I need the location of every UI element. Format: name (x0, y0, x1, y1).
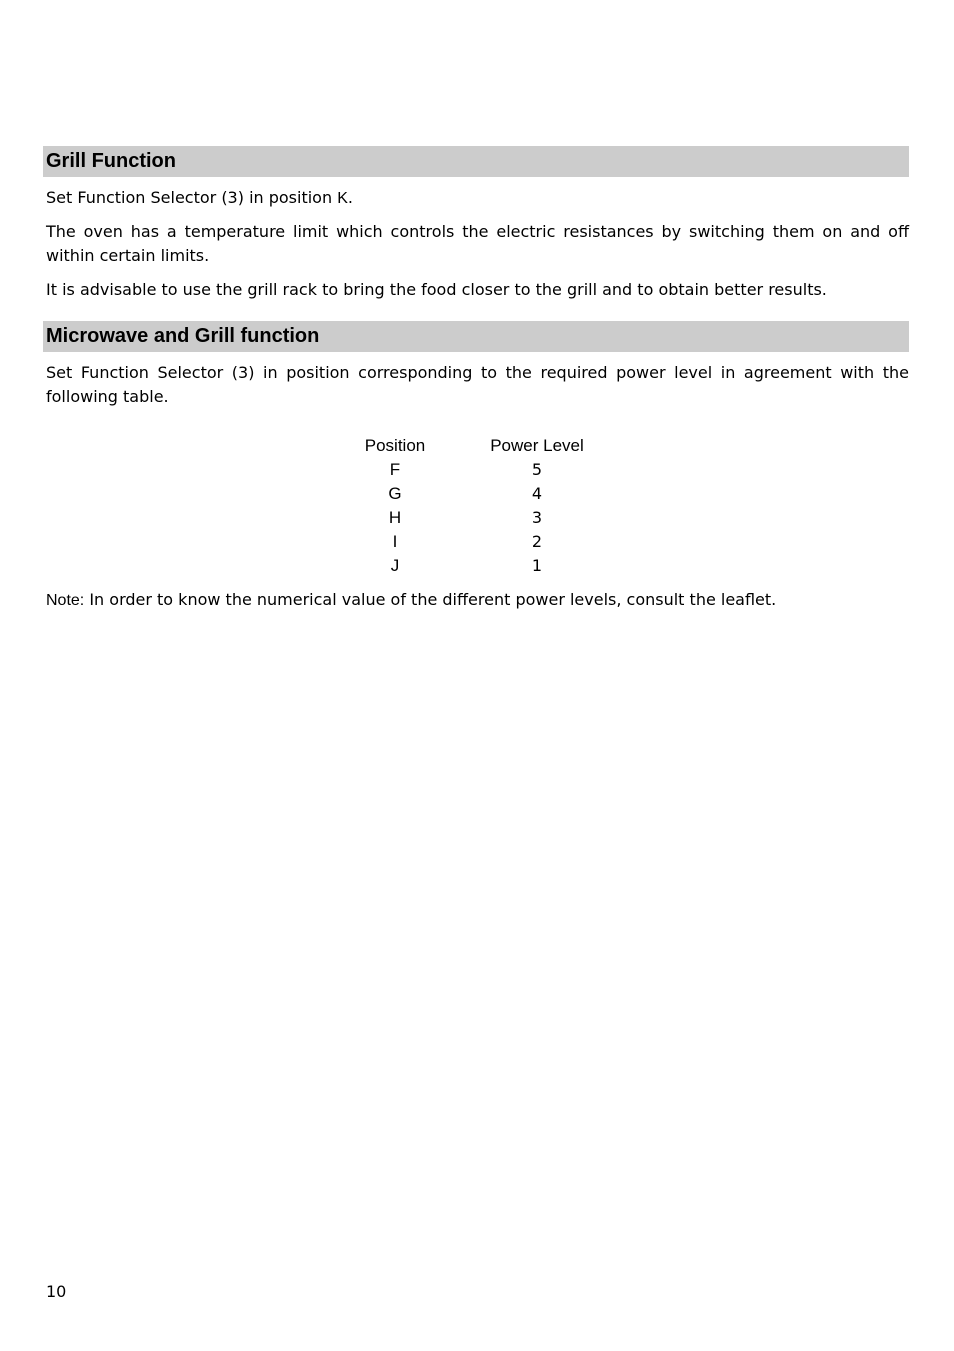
position-cell: G (388, 484, 402, 503)
power-level-table (355, 434, 597, 578)
column-spacer (435, 554, 477, 578)
grill-selector-instruction (46, 186, 909, 211)
position-column-header: Position (364, 436, 426, 455)
column-spacer (435, 482, 477, 506)
power-level-cell: 3 (531, 508, 543, 527)
power-level-cell: 4 (531, 484, 543, 503)
column-spacer (435, 434, 477, 458)
power-level-cell: 5 (531, 460, 543, 479)
table-row (355, 482, 597, 506)
grill-position-letter: K (337, 190, 348, 207)
grill-selector-text: Set Function Selector (3) in position (46, 188, 338, 207)
position-cell: I (392, 532, 398, 551)
column-spacer (435, 458, 477, 482)
grill-function-heading: Grill Function (43, 146, 909, 177)
position-cell: F (389, 460, 401, 479)
microwave-grill-instruction: Set Function Selector (3) in position corresponding to the required power level in agreement with the following table. (46, 363, 909, 406)
microwave-grill-heading: Microwave and Grill function (43, 321, 909, 352)
column-spacer (435, 506, 477, 530)
note-text: In order to know the numerical value of the different power levels, consult the leaflet. (84, 590, 777, 609)
position-cell: H (388, 508, 402, 527)
table-row (355, 506, 597, 530)
grill-selector-end: . (347, 188, 353, 207)
column-spacer (435, 530, 477, 554)
position-cell: J (390, 556, 400, 575)
temperature-limit-paragraph: The oven has a temperature limit which controls the electric resistances by switching them on and off within certain limits. (46, 222, 909, 265)
note-label: Note: (46, 592, 85, 609)
power-level-cell: 1 (531, 556, 543, 575)
grill-rack-advice: It is advisable to use the grill rack to bring the food closer to the grill and to obtain better results. (46, 280, 827, 299)
note-paragraph (46, 588, 909, 613)
page-number: 10 (46, 1282, 67, 1301)
table-row (355, 530, 597, 554)
table-row (355, 458, 597, 482)
power-level-cell: 2 (531, 532, 543, 551)
power-level-column-header: Power Level (490, 436, 584, 455)
table-row (355, 554, 597, 578)
table-header-row (355, 434, 597, 458)
